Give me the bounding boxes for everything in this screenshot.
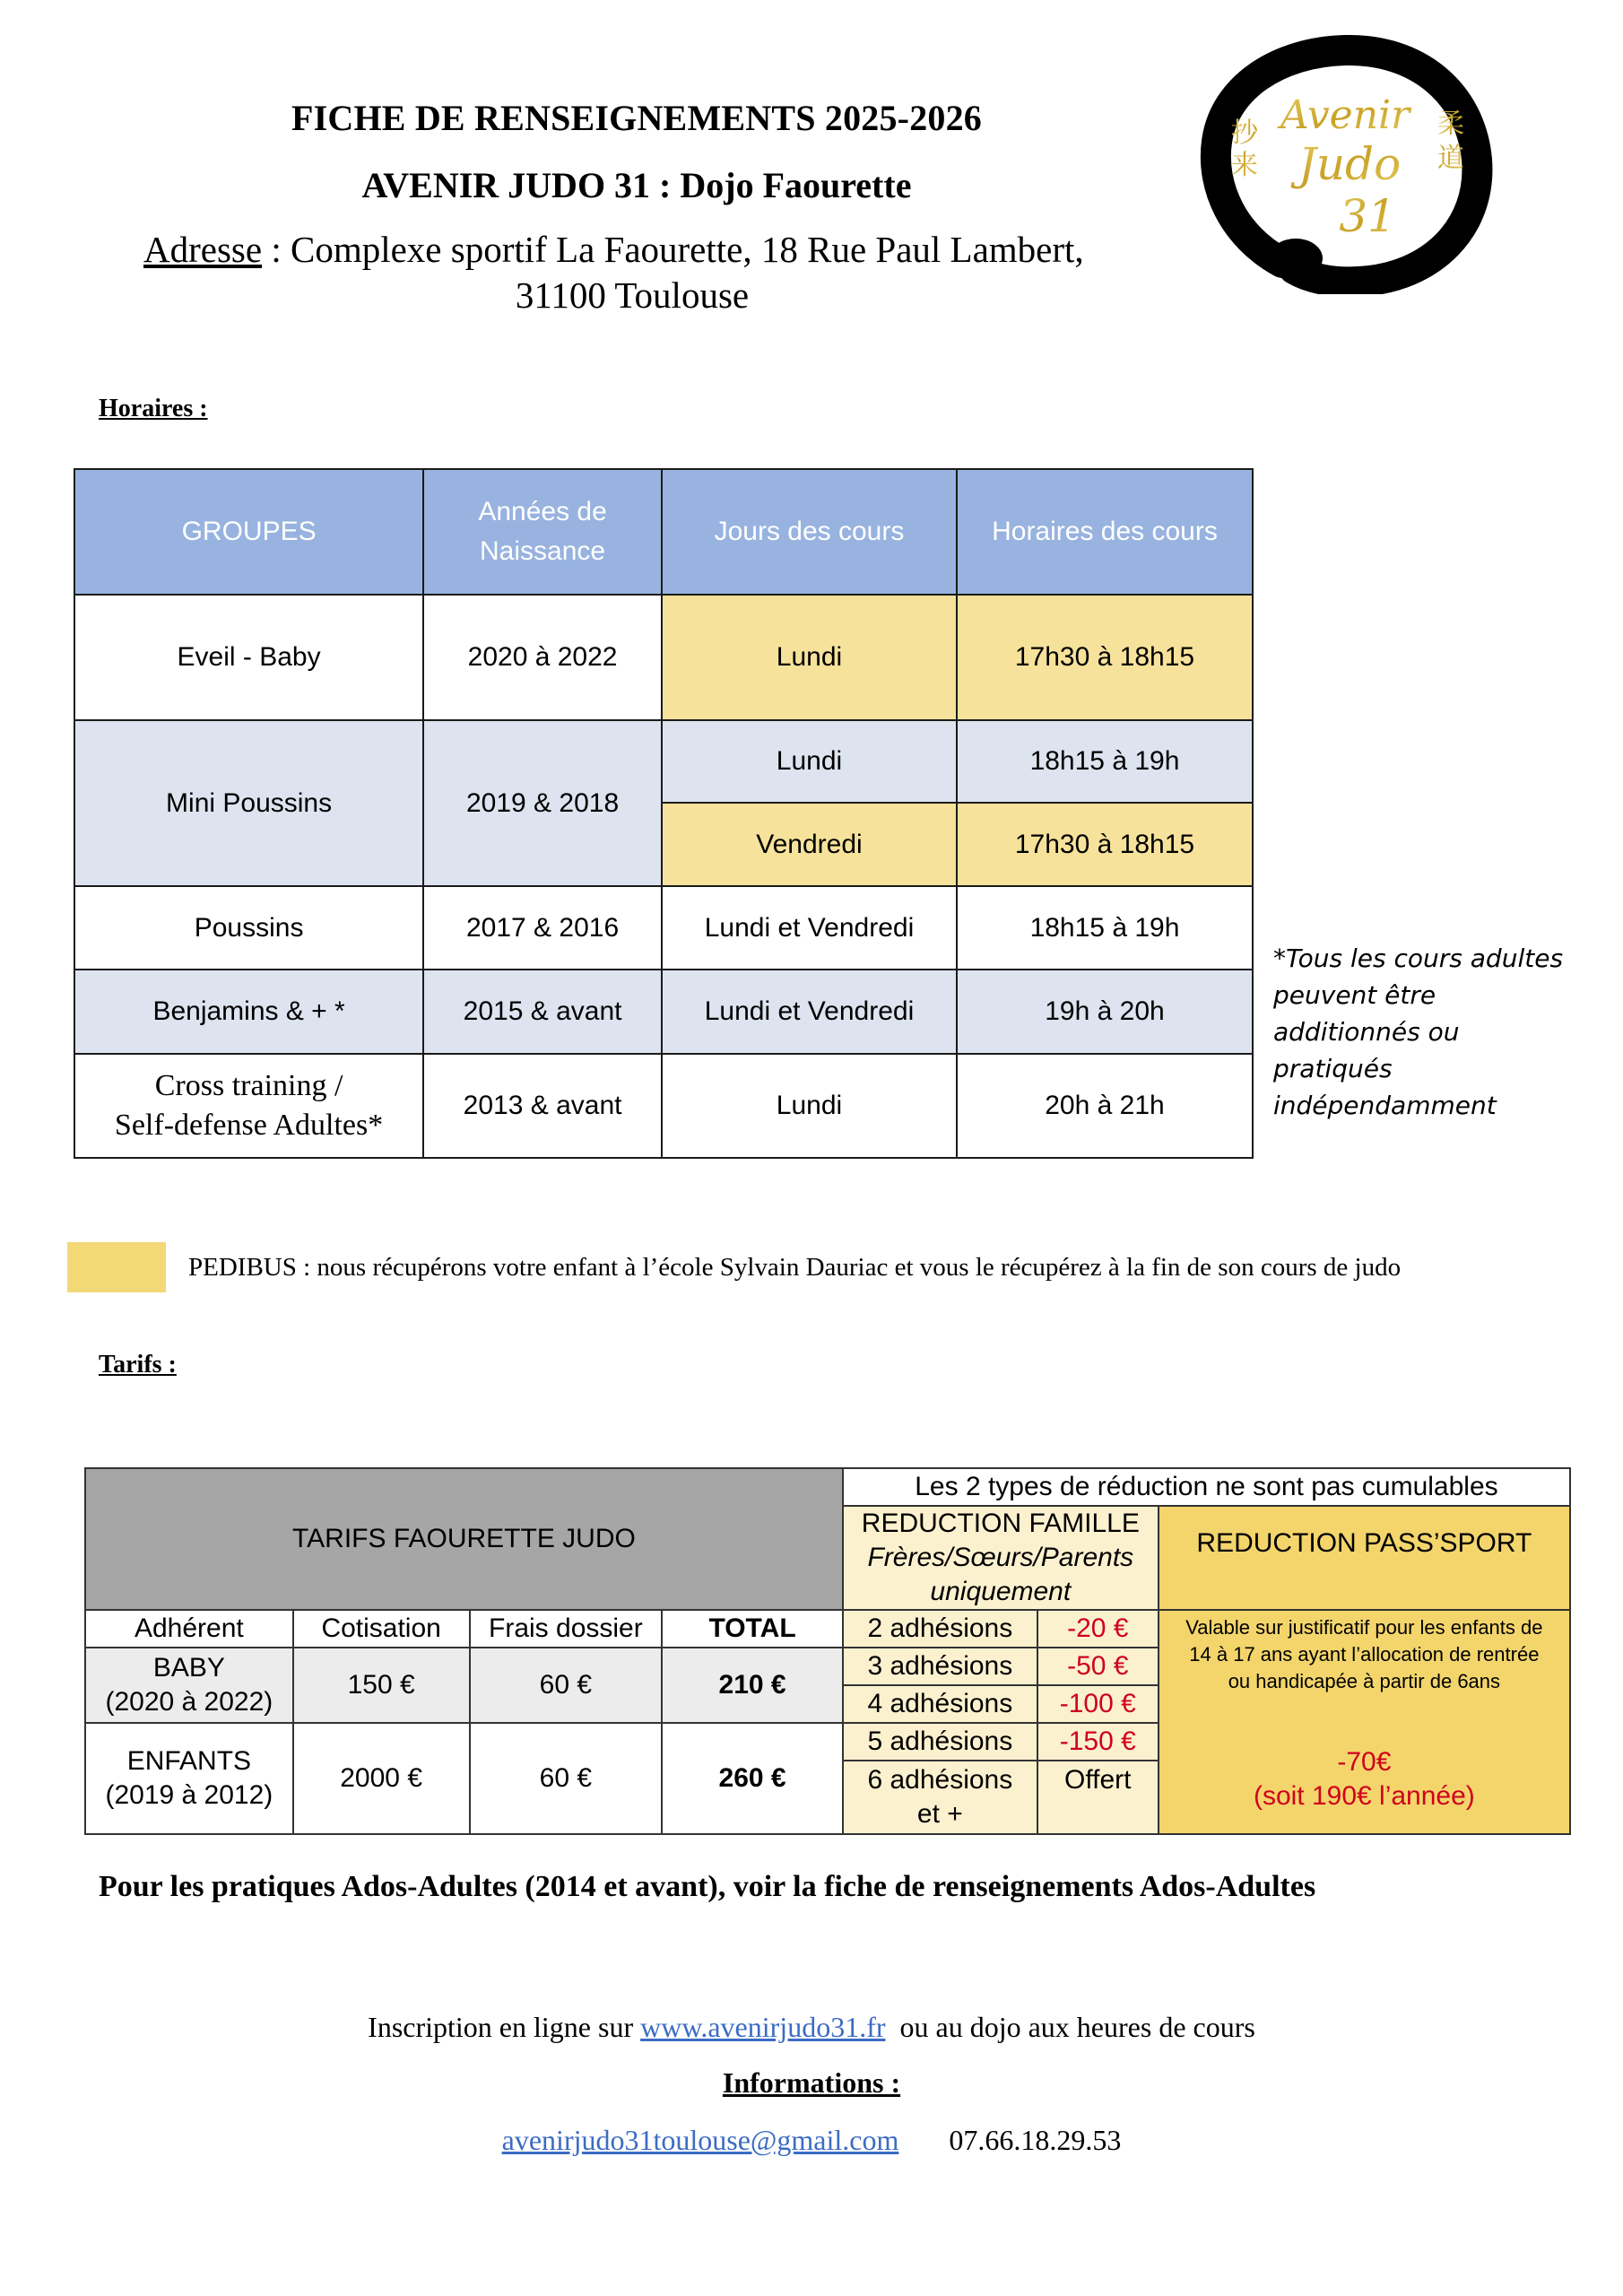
- famille-label: [843, 1761, 1037, 1834]
- horaire-cell: 17h30 à 18h15: [957, 595, 1253, 720]
- ados-adultes-note: Pour les pratiques Ados-Adultes (2014 et avant), voir la fiche de renseignements Ados-Adultes: [99, 1870, 1316, 1903]
- jour-cell: Lundi: [662, 720, 957, 803]
- annees-cell: 2020 à 2022: [423, 595, 662, 720]
- logo-kanji-right: 柔道: [1437, 109, 1464, 174]
- col-header-jours: Jours des cours: [662, 469, 957, 595]
- informations-heading: Informations :: [722, 2066, 901, 2099]
- inscription-suffix: ou au dojo aux heures de cours: [885, 2011, 1255, 2043]
- groupe-cell: Benjamins & + *: [74, 970, 423, 1054]
- horaire-cell: 17h30 à 18h15: [957, 803, 1253, 886]
- jour-cell: Lundi et Vendredi: [662, 970, 957, 1054]
- frais-cell: 60 €: [470, 1723, 663, 1834]
- famille-label: 2 adhésions: [843, 1610, 1037, 1648]
- table-row: [74, 595, 1253, 720]
- annees-cell: 2015 & avant: [423, 970, 662, 1054]
- avenir-judo-logo: [1197, 34, 1493, 294]
- col-frais: Frais dossier: [470, 1610, 663, 1648]
- email-link[interactable]: avenirjudo31toulouse@gmail.com: [501, 2124, 899, 2156]
- famille-value: -20 €: [1037, 1610, 1159, 1648]
- groupe-cell: Poussins: [74, 886, 423, 970]
- famille-value: -50 €: [1037, 1648, 1159, 1685]
- adherent-cell: [85, 1723, 293, 1834]
- table-row: [74, 886, 1253, 970]
- adherent-line-1: BABY: [152, 1653, 225, 1683]
- tarifs-title: TARIFS FAOURETTE JUDO: [85, 1468, 843, 1610]
- col-adherent: Adhérent: [85, 1610, 293, 1648]
- adherent-line-2: (2019 à 2012): [105, 1780, 273, 1810]
- col-header-groupes: GROUPES: [74, 469, 423, 595]
- famille-label-line-2: et +: [916, 1799, 963, 1829]
- address-text: : Complexe sportif La Faourette, 18 Rue Paul Lambert,: [262, 229, 1084, 270]
- horaire-cell: 19h à 20h: [957, 970, 1253, 1054]
- total-cell: 260 €: [662, 1723, 843, 1834]
- logo-text-judo: Judo: [1298, 138, 1402, 190]
- famille-title: REDUCTION FAMILLE: [861, 1509, 1140, 1538]
- phone-number: 07.66.18.29.53: [949, 2124, 1122, 2156]
- passsport-details: [1159, 1610, 1570, 1834]
- famille-value: -100 €: [1037, 1685, 1159, 1723]
- total-cell: 210 €: [662, 1648, 843, 1723]
- inscription-line: [0, 2011, 1623, 2044]
- inscription-prefix: Inscription en ligne sur: [368, 2011, 641, 2043]
- passsport-amount-detail: (soit 190€ l’année): [1253, 1781, 1475, 1811]
- adherent-line-2: (2020 à 2022): [105, 1687, 273, 1717]
- contact-line: [0, 2124, 1623, 2157]
- col-total: TOTAL: [662, 1610, 843, 1648]
- passsport-amount: -70€: [1337, 1747, 1392, 1777]
- famille-header: [843, 1506, 1159, 1610]
- groupe-cell: Eveil - Baby: [74, 595, 423, 720]
- logo-text-avenir: Avenir: [1280, 92, 1410, 138]
- tarifs-columns-row: [85, 1610, 1570, 1648]
- famille-label: 4 adhésions: [843, 1685, 1037, 1723]
- tarifs-table: [84, 1467, 1571, 1835]
- famille-subtitle-1: Frères/Sœurs/Parents: [867, 1543, 1134, 1572]
- col-header-annees: [423, 469, 662, 595]
- passsport-title: REDUCTION PASS’SPORT: [1159, 1506, 1570, 1610]
- table-row: [74, 1054, 1253, 1158]
- table-row: [74, 720, 1253, 803]
- col-cotisation: Cotisation: [293, 1610, 470, 1648]
- col-header-horaires: Horaires des cours: [957, 469, 1253, 595]
- reduction-note: Les 2 types de réduction ne sont pas cumulables: [843, 1468, 1570, 1506]
- tarifs-top-row: [85, 1468, 1570, 1506]
- schedule-header-row: [74, 469, 1253, 595]
- horaires-heading: Horaires :: [99, 395, 208, 422]
- annees-cell: 2013 & avant: [423, 1054, 662, 1158]
- tarifs-heading: Tarifs :: [99, 1351, 177, 1378]
- jour-cell: Vendredi: [662, 803, 957, 886]
- groupe-line-2: Self-defense Adultes*: [114, 1109, 384, 1142]
- adherent-cell: [85, 1648, 293, 1723]
- famille-value: Offert: [1037, 1761, 1159, 1834]
- cotisation-cell: 150 €: [293, 1648, 470, 1723]
- logo-kanji-left: 抄来: [1231, 117, 1258, 181]
- address-line-1: [143, 228, 1084, 271]
- annees-cell: 2019 & 2018: [423, 720, 662, 886]
- schedule-table: [74, 468, 1254, 1159]
- groupe-cell: Mini Poussins: [74, 720, 423, 886]
- jour-cell: Lundi et Vendredi: [662, 886, 957, 970]
- col-header-annees-text: Années de Naissance: [478, 497, 607, 566]
- passsport-conditions-1: Valable sur justificatif pour les enfants de: [1185, 1616, 1543, 1639]
- famille-subtitle-2: uniquement: [930, 1577, 1072, 1606]
- horaire-cell: 18h15 à 19h: [957, 720, 1253, 803]
- logo-text-31: 31: [1339, 190, 1396, 242]
- pedibus-legend-text: PEDIBUS : nous récupérons votre enfant à l’école Sylvain Dauriac et vous le récupérez à la fin de son cours de judo: [188, 1253, 1402, 1282]
- groupe-line-1: Cross training /: [154, 1069, 343, 1102]
- pedibus-legend-swatch: [67, 1242, 166, 1292]
- frais-cell: 60 €: [470, 1648, 663, 1723]
- groupe-cell: [74, 1054, 423, 1158]
- website-link[interactable]: www.avenirjudo31.fr: [640, 2011, 886, 2043]
- jour-cell: Lundi: [662, 595, 957, 720]
- passsport-conditions-3: ou handicapée à partir de 6ans: [1228, 1670, 1501, 1692]
- adult-courses-note: *Tous les cours adultes peuvent être additionnés ou pratiqués indépendamment: [1273, 944, 1564, 1120]
- famille-value: -150 €: [1037, 1723, 1159, 1761]
- horaire-cell: 18h15 à 19h: [957, 886, 1253, 970]
- annees-cell: 2017 & 2016: [423, 886, 662, 970]
- jour-cell: Lundi: [662, 1054, 957, 1158]
- cotisation-cell: 2000 €: [293, 1723, 470, 1834]
- passsport-conditions-2: 14 à 17 ans ayant l’allocation de rentrée: [1189, 1643, 1540, 1665]
- address-label: Adresse: [143, 229, 263, 270]
- horaire-cell: 20h à 21h: [957, 1054, 1253, 1158]
- famille-label: 3 adhésions: [843, 1648, 1037, 1685]
- famille-label: 5 adhésions: [843, 1723, 1037, 1761]
- famille-label-line-1: 6 adhésions: [867, 1765, 1013, 1795]
- club-name: AVENIR JUDO 31 : Dojo Faourette: [361, 165, 912, 205]
- table-row: [74, 970, 1253, 1054]
- address-line-2: 31100 Toulouse: [515, 274, 750, 316]
- adherent-line-1: ENFANTS: [126, 1746, 252, 1776]
- document-title: FICHE DE RENSEIGNEMENTS 2025-2026: [291, 98, 983, 138]
